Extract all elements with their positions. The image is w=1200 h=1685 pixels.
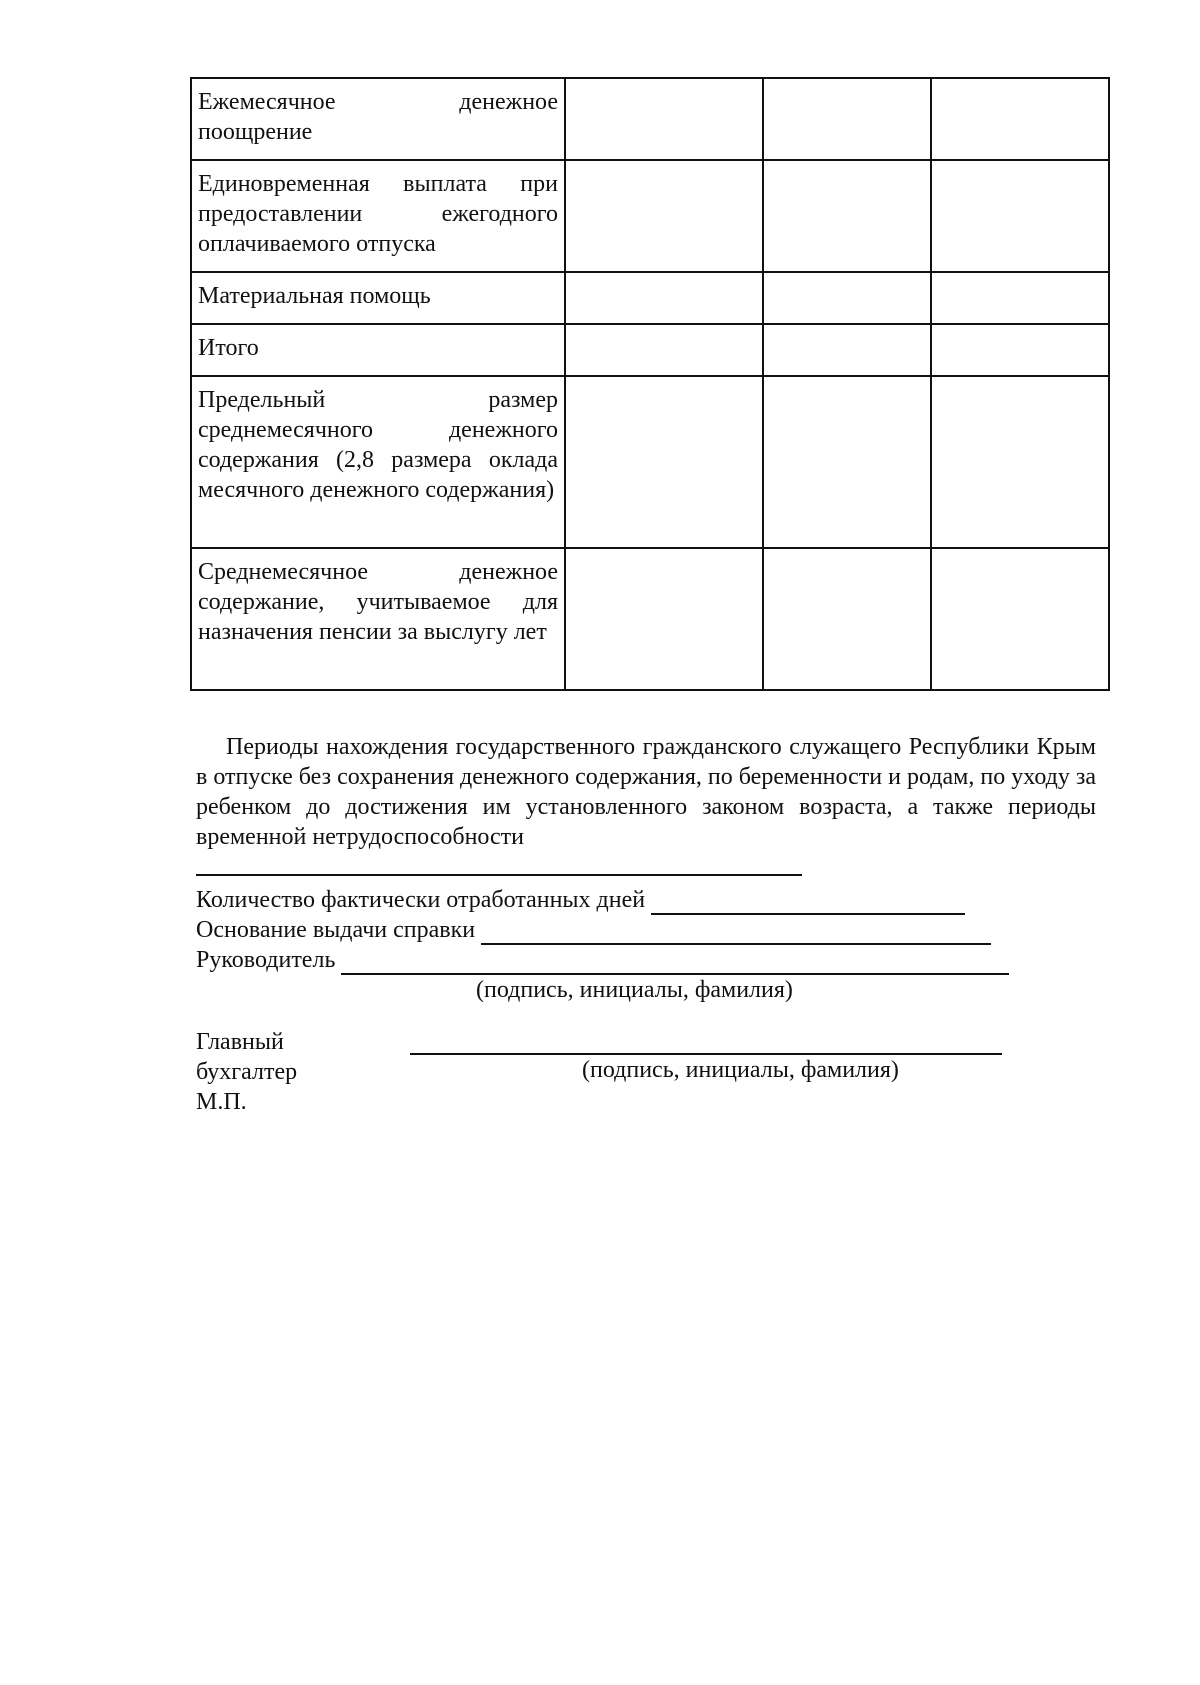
row-label-material-aid: Материальная помощь xyxy=(191,272,565,324)
periods-paragraph: Периоды нахождения государственного гражданского служащего Республики Крым в отпуске без сохранения денежного содержания, по беременности и родам, по уходу за ребенком до достижения им установленного законом возраста, а также периоды временной нетрудоспособности xyxy=(196,734,1096,850)
table-cell[interactable] xyxy=(565,78,763,160)
periods-fill-line[interactable] xyxy=(196,874,802,876)
table-cell[interactable] xyxy=(565,376,763,548)
table-row xyxy=(191,78,1109,160)
table-cell[interactable] xyxy=(931,376,1109,548)
table-cell[interactable] xyxy=(763,272,931,324)
row-label-monthly-bonus: Ежемесячное денежное поощрение xyxy=(191,78,565,160)
table-cell[interactable] xyxy=(763,324,931,376)
table-cell[interactable] xyxy=(931,78,1109,160)
accountant-label-line1: Главный xyxy=(196,1029,284,1055)
accountant-block xyxy=(196,1027,297,1117)
table-cell[interactable] xyxy=(565,548,763,690)
table-row xyxy=(191,160,1109,272)
row-label-vacation-payment: Единовременная выплата при предоставлении ежегодного оплачиваемого отпуска xyxy=(191,160,565,272)
table-row xyxy=(191,324,1109,376)
table-cell[interactable] xyxy=(763,78,931,160)
table-row xyxy=(191,376,1109,548)
head-signature-field[interactable] xyxy=(341,949,1009,975)
table-cell[interactable] xyxy=(763,160,931,272)
table-cell[interactable] xyxy=(763,548,931,690)
table-cell[interactable] xyxy=(931,160,1109,272)
table-cell[interactable] xyxy=(565,324,763,376)
days-worked-field[interactable] xyxy=(651,889,965,915)
accountant-label-line2: бухгалтер xyxy=(196,1059,298,1085)
table-cell[interactable] xyxy=(931,548,1109,690)
table-cell[interactable] xyxy=(931,324,1109,376)
table-cell[interactable] xyxy=(763,376,931,548)
days-worked-row xyxy=(196,885,965,915)
basis-field[interactable] xyxy=(481,919,991,945)
accountant-signature-caption: (подпись, инициалы, фамилия) xyxy=(582,1057,899,1083)
head-row xyxy=(196,945,1009,975)
row-label-average-salary: Среднемесячное денежное содержание, учитываемое для назначения пенсии за выслугу лет xyxy=(191,548,565,690)
table-cell[interactable] xyxy=(931,272,1109,324)
table-row xyxy=(191,272,1109,324)
head-label: Руководитель xyxy=(196,947,336,973)
table-cell[interactable] xyxy=(565,272,763,324)
basis-row xyxy=(196,915,991,945)
row-label-max-salary: Предельный размер среднемесячного денежного содержания (2,8 размера оклада месячного денежного содержания) xyxy=(191,376,565,548)
basis-label: Основание выдачи справки xyxy=(196,917,476,943)
days-worked-label: Количество фактически отработанных дней xyxy=(196,887,646,913)
stamp-label: М.П. xyxy=(196,1089,247,1115)
row-label-total: Итого xyxy=(191,324,565,376)
salary-table xyxy=(190,77,1110,691)
table-cell[interactable] xyxy=(565,160,763,272)
head-signature-caption: (подпись, инициалы, фамилия) xyxy=(476,977,793,1003)
table-row xyxy=(191,548,1109,690)
